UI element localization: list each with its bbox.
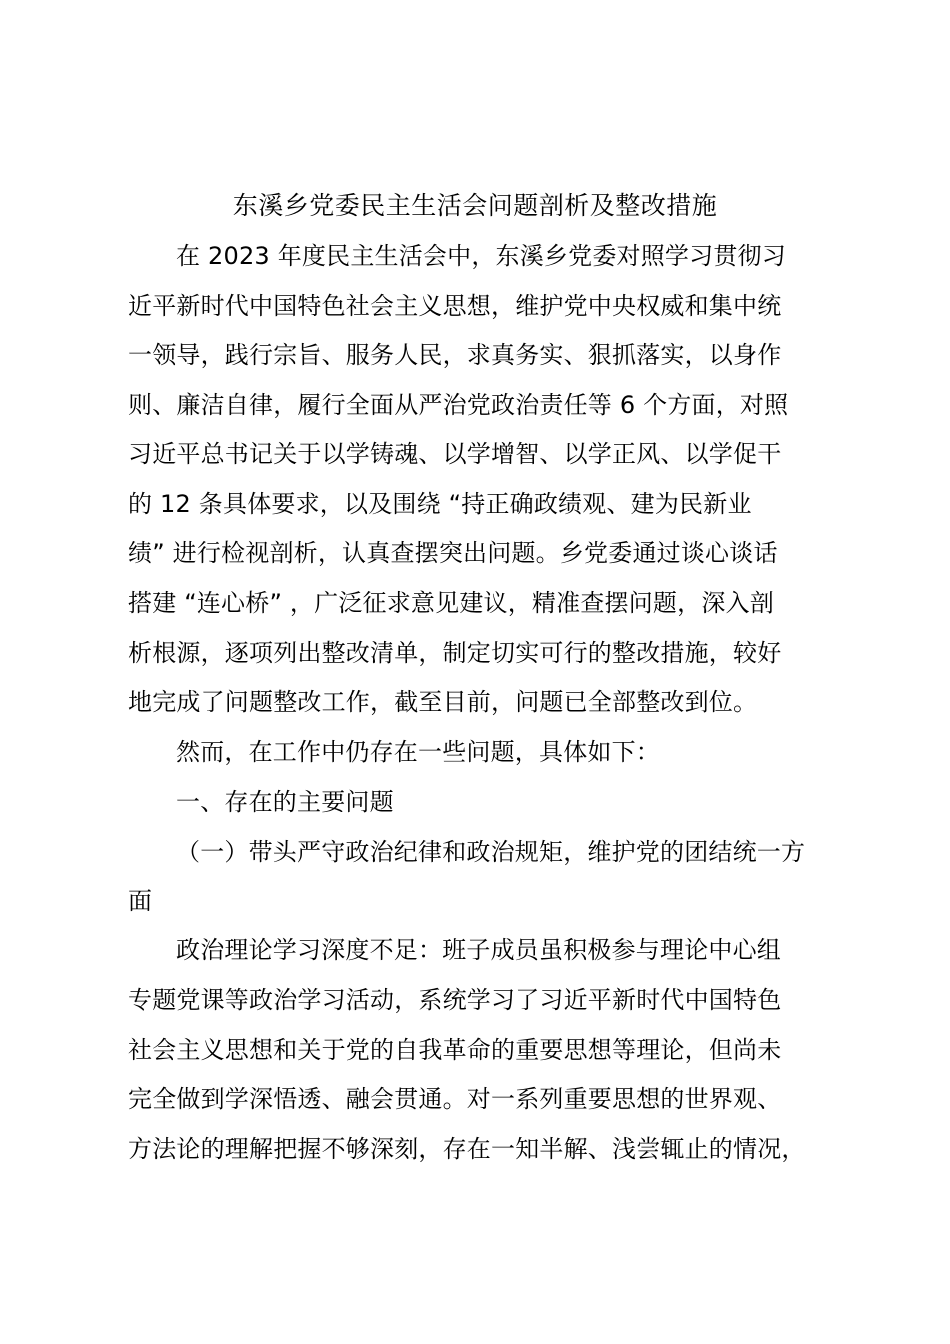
paragraph-line: 在 2023 年度民主生活会中，东溪乡党委对照学习贯彻习 [176,242,786,270]
paragraph-line: 地完成了问题整改工作，截至目前，问题已全部整改到位。 [128,688,758,716]
paragraph-line: 政治理论学习深度不足：班子成员虽积极参与理论中心组 [176,936,781,964]
subsection-heading-continued: 面 [128,887,153,915]
paragraph-line: 方法论的理解把握不够深刻，存在一知半解、浅尝辄止的情况， [128,1135,806,1163]
paragraph-line: 一领导，践行宗旨、服务人民，求真务实、狠抓落实，以身作 [128,341,782,369]
document-title: 东溪乡党委民主生活会问题剖析及整改措施 [232,191,718,220]
paragraph-line: 社会主义思想和关于党的自我革命的重要思想等理论，但尚未 [128,1036,782,1064]
paragraph-line: 然而，在工作中仍存在一些问题，具体如下： [176,738,660,766]
paragraph-line: 绩” 进行检视剖析，认真查摆突出问题。乡党委通过谈心谈话 [128,539,778,567]
paragraph-line: 专题党课等政治学习活动，系统学习了习近平新时代中国特色 [128,986,782,1014]
paragraph-line: 的 12 条具体要求，以及围绕 “持正确政绩观、建为民新业 [128,490,752,518]
paragraph-line: 习近平总书记关于以学铸魂、以学增智、以学正风、以学促干 [128,440,782,468]
paragraph-line: 搭建 “连心桥” ，广泛征求意见建议，精准查摆问题，深入剖 [128,589,774,617]
subsection-heading: （一）带头严守政治纪律和政治规矩，维护党的团结统一方 [176,838,806,866]
paragraph-line: 完全做到学深悟透、融会贯通。对一系列重要思想的世界观、 [128,1085,782,1113]
paragraph-line: 则、廉洁自律，履行全面从严治党政治责任等 6 个方面，对照 [128,391,789,419]
section-heading: 一、存在的主要问题 [176,788,394,816]
paragraph-line: 近平新时代中国特色社会主义思想，维护党中央权威和集中统 [128,292,782,320]
paragraph-line: 析根源，逐项列出整改清单，制定切实可行的整改措施，较好 [128,639,782,667]
